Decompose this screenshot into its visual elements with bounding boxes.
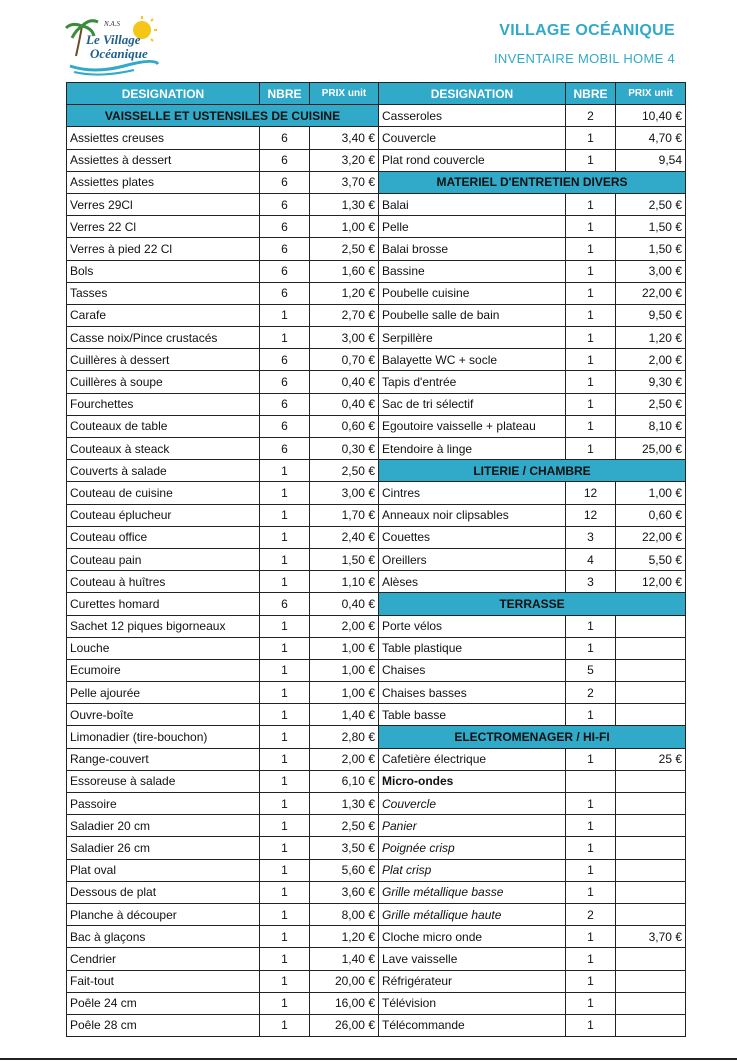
item-unit-price: 1,60 €	[310, 260, 379, 282]
item-unit-price: 1,40 €	[310, 704, 379, 726]
item-designation: Chaises basses	[379, 682, 566, 704]
item-designation: Couteaux à steack	[67, 438, 260, 460]
item-designation: Casse noix/Pince crustacés	[67, 327, 260, 349]
item-unit-price: 3,70 €	[616, 926, 686, 948]
item-designation: Balai brosse	[379, 238, 566, 260]
item-designation: Range-couvert	[67, 748, 260, 770]
item-unit-price: 1,00 €	[310, 659, 379, 681]
item-quantity: 1	[566, 349, 616, 371]
item-designation: Fourchettes	[67, 393, 260, 415]
item-designation: Cuillères à dessert	[67, 349, 260, 371]
item-quantity: 6	[260, 149, 310, 171]
table-row	[67, 815, 686, 837]
item-designation: Télécommande	[379, 1014, 566, 1036]
item-designation: Poignée crisp	[379, 837, 566, 859]
item-designation: Essoreuse à salade	[67, 770, 260, 792]
item-unit-price	[616, 881, 686, 903]
table-row	[67, 548, 686, 570]
item-designation: Couvercle	[379, 793, 566, 815]
item-designation: Fait-tout	[67, 970, 260, 992]
item-designation: Grille métallique basse	[379, 881, 566, 903]
table-row	[67, 216, 686, 238]
table-row	[67, 438, 686, 460]
item-designation: Poêle 28 cm	[67, 1014, 260, 1036]
item-designation: Poêle 24 cm	[67, 992, 260, 1014]
item-designation: Balai	[379, 193, 566, 215]
item-quantity: 1	[566, 1014, 616, 1036]
table-header-row	[67, 83, 686, 105]
item-designation: Bac à glaçons	[67, 926, 260, 948]
item-quantity: 1	[566, 238, 616, 260]
item-quantity: 1	[260, 327, 310, 349]
item-quantity: 1	[260, 815, 310, 837]
table-row	[67, 105, 686, 127]
item-quantity: 1	[260, 304, 310, 326]
item-designation: Cuillères à soupe	[67, 371, 260, 393]
item-quantity: 1	[566, 637, 616, 659]
item-unit-price: 26,00 €	[310, 1014, 379, 1036]
item-unit-price: 8,10 €	[616, 415, 686, 437]
table-row	[67, 171, 686, 193]
item-unit-price: 2,50 €	[310, 238, 379, 260]
item-unit-price: 1,00 €	[310, 637, 379, 659]
item-quantity	[566, 770, 616, 792]
table-row	[67, 593, 686, 615]
item-designation: Réfrigérateur	[379, 970, 566, 992]
section-header: TERRASSE	[379, 593, 686, 615]
table-row	[67, 659, 686, 681]
item-unit-price	[616, 948, 686, 970]
item-unit-price	[616, 704, 686, 726]
item-designation: Anneaux noir clipsables	[379, 504, 566, 526]
item-unit-price: 0,60 €	[616, 504, 686, 526]
item-unit-price: 3,70 €	[310, 171, 379, 193]
item-quantity: 1	[260, 615, 310, 637]
item-quantity: 1	[260, 859, 310, 881]
item-quantity: 1	[566, 793, 616, 815]
item-designation: Couvercle	[379, 127, 566, 149]
table-row	[67, 349, 686, 371]
item-unit-price: 1,40 €	[310, 948, 379, 970]
item-unit-price: 0,40 €	[310, 393, 379, 415]
item-unit-price: 1,00 €	[310, 682, 379, 704]
item-quantity: 1	[260, 659, 310, 681]
item-quantity: 1	[566, 970, 616, 992]
table-row	[67, 926, 686, 948]
item-quantity: 1	[566, 260, 616, 282]
item-unit-price	[616, 992, 686, 1014]
item-unit-price	[616, 815, 686, 837]
item-unit-price: 2,00 €	[616, 349, 686, 371]
item-designation: Télévision	[379, 992, 566, 1014]
item-unit-price: 1,70 €	[310, 504, 379, 526]
item-designation: Pelle	[379, 216, 566, 238]
item-unit-price: 1,50 €	[616, 238, 686, 260]
item-quantity: 1	[260, 637, 310, 659]
item-designation: Poubelle cuisine	[379, 282, 566, 304]
item-unit-price: 0,30 €	[310, 438, 379, 460]
item-unit-price: 1,30 €	[310, 193, 379, 215]
item-unit-price: 25 €	[616, 748, 686, 770]
item-designation: Oreillers	[379, 548, 566, 570]
page-subtitle: INVENTAIRE MOBIL HOME 4	[494, 51, 675, 66]
item-designation: Panier	[379, 815, 566, 837]
table-row	[67, 837, 686, 859]
item-designation: Planche à découper	[67, 903, 260, 925]
item-quantity: 1	[566, 992, 616, 1014]
item-unit-price: 2,40 €	[310, 526, 379, 548]
item-designation: Chaises	[379, 659, 566, 681]
item-quantity: 6	[260, 415, 310, 437]
table-row	[67, 327, 686, 349]
item-unit-price: 0,60 €	[310, 415, 379, 437]
item-unit-price: 1,50 €	[616, 216, 686, 238]
inventory-table	[66, 82, 686, 1037]
item-quantity: 6	[260, 260, 310, 282]
item-quantity: 1	[260, 726, 310, 748]
item-unit-price: 2,70 €	[310, 304, 379, 326]
item-quantity: 1	[566, 193, 616, 215]
item-quantity: 1	[566, 371, 616, 393]
item-designation: Carafe	[67, 304, 260, 326]
item-quantity: 12	[566, 482, 616, 504]
item-quantity: 6	[260, 282, 310, 304]
item-unit-price	[616, 970, 686, 992]
table-row	[67, 770, 686, 792]
table-row	[67, 615, 686, 637]
item-designation: Couteau pain	[67, 548, 260, 570]
table-row	[67, 704, 686, 726]
item-quantity: 1	[260, 881, 310, 903]
table-row	[67, 881, 686, 903]
item-quantity: 6	[260, 127, 310, 149]
item-designation: Saladier 20 cm	[67, 815, 260, 837]
item-designation: Bassine	[379, 260, 566, 282]
item-designation: Plat rond couvercle	[379, 149, 566, 171]
item-designation: Lave vaisselle	[379, 948, 566, 970]
svg-text:Le Village: Le Village	[86, 32, 141, 47]
item-unit-price: 3,60 €	[310, 881, 379, 903]
item-unit-price: 1,10 €	[310, 571, 379, 593]
item-quantity: 1	[566, 704, 616, 726]
column-header-nbre: NBRE	[566, 83, 616, 105]
item-quantity: 6	[260, 393, 310, 415]
item-designation: Louche	[67, 637, 260, 659]
item-quantity: 1	[566, 216, 616, 238]
item-designation: Alèses	[379, 571, 566, 593]
item-unit-price	[616, 837, 686, 859]
item-unit-price: 4,70 €	[616, 127, 686, 149]
item-quantity: 1	[260, 748, 310, 770]
item-unit-price: 3,00 €	[310, 327, 379, 349]
item-quantity: 1	[260, 526, 310, 548]
item-quantity: 6	[260, 216, 310, 238]
item-designation: Plat crisp	[379, 859, 566, 881]
item-designation: Cintres	[379, 482, 566, 504]
item-quantity: 1	[260, 948, 310, 970]
item-quantity: 1	[260, 793, 310, 815]
column-header-designation: DESIGNATION	[379, 83, 566, 105]
item-quantity: 1	[566, 415, 616, 437]
item-designation: Cloche micro onde	[379, 926, 566, 948]
item-unit-price: 2,50 €	[310, 460, 379, 482]
item-designation: Dessous de plat	[67, 881, 260, 903]
table-row	[67, 571, 686, 593]
item-quantity: 1	[566, 926, 616, 948]
item-quantity: 1	[260, 770, 310, 792]
table-row	[67, 948, 686, 970]
item-designation: Passoire	[67, 793, 260, 815]
column-header-prix: PRIX unit	[310, 83, 379, 105]
item-unit-price	[616, 903, 686, 925]
item-designation: Couverts à salade	[67, 460, 260, 482]
item-unit-price: 1,00 €	[616, 482, 686, 504]
item-unit-price	[616, 682, 686, 704]
item-quantity: 1	[260, 571, 310, 593]
table-row	[67, 260, 686, 282]
item-quantity: 1	[566, 748, 616, 770]
item-designation: Bols	[67, 260, 260, 282]
item-designation: Verres 22 Cl	[67, 216, 260, 238]
table-row	[67, 970, 686, 992]
item-quantity: 6	[260, 593, 310, 615]
item-designation: Assiettes plates	[67, 171, 260, 193]
item-unit-price: 22,00 €	[616, 282, 686, 304]
item-quantity: 3	[566, 571, 616, 593]
table-row	[67, 238, 686, 260]
item-designation: Ecumoire	[67, 659, 260, 681]
item-unit-price: 2,00 €	[310, 748, 379, 770]
item-designation: Table basse	[379, 704, 566, 726]
section-header: LITERIE / CHAMBRE	[379, 460, 686, 482]
item-designation: Verres 29Cl	[67, 193, 260, 215]
item-unit-price: 3,00 €	[310, 482, 379, 504]
item-quantity: 6	[260, 238, 310, 260]
item-unit-price: 8,00 €	[310, 903, 379, 925]
item-designation: Couteau office	[67, 526, 260, 548]
item-unit-price: 12,00 €	[616, 571, 686, 593]
item-designation: Ouvre-boîte	[67, 704, 260, 726]
table-row	[67, 1014, 686, 1036]
item-designation: Table plastique	[379, 637, 566, 659]
item-unit-price: 2,80 €	[310, 726, 379, 748]
item-quantity: 6	[260, 371, 310, 393]
item-unit-price: 2,00 €	[310, 615, 379, 637]
item-unit-price: 0,70 €	[310, 349, 379, 371]
column-header-designation: DESIGNATION	[67, 83, 260, 105]
table-row	[67, 726, 686, 748]
item-designation: Poubelle salle de bain	[379, 304, 566, 326]
table-row	[67, 149, 686, 171]
item-unit-price: 2,50 €	[310, 815, 379, 837]
column-header-nbre: NBRE	[260, 83, 310, 105]
table-row	[67, 637, 686, 659]
item-designation: Limonadier (tire-bouchon)	[67, 726, 260, 748]
table-row	[67, 903, 686, 925]
item-quantity: 1	[566, 615, 616, 637]
item-quantity: 1	[566, 393, 616, 415]
item-unit-price: 3,00 €	[616, 260, 686, 282]
item-quantity: 6	[260, 171, 310, 193]
item-designation: Assiettes creuses	[67, 127, 260, 149]
item-unit-price: 3,40 €	[310, 127, 379, 149]
item-quantity: 1	[260, 903, 310, 925]
item-unit-price: 2,50 €	[616, 193, 686, 215]
table-row	[67, 393, 686, 415]
table-row	[67, 526, 686, 548]
item-quantity: 1	[260, 482, 310, 504]
item-quantity: 1	[260, 992, 310, 1014]
item-designation: Porte vélos	[379, 615, 566, 637]
item-unit-price	[616, 637, 686, 659]
item-quantity: 1	[566, 127, 616, 149]
item-unit-price: 5,50 €	[616, 548, 686, 570]
item-designation: Couteau à huîtres	[67, 571, 260, 593]
item-quantity: 6	[260, 349, 310, 371]
item-designation: Couteau de cuisine	[67, 482, 260, 504]
item-unit-price: 5,60 €	[310, 859, 379, 881]
item-unit-price: 3,50 €	[310, 837, 379, 859]
svg-text:Océanique: Océanique	[90, 46, 148, 61]
table-row	[67, 748, 686, 770]
item-quantity: 1	[566, 304, 616, 326]
item-designation: Verres à pied 22 Cl	[67, 238, 260, 260]
item-designation: Cendrier	[67, 948, 260, 970]
item-quantity: 12	[566, 504, 616, 526]
item-quantity: 1	[566, 149, 616, 171]
item-quantity: 1	[566, 815, 616, 837]
item-quantity: 1	[566, 327, 616, 349]
item-unit-price: 9,50 €	[616, 304, 686, 326]
item-unit-price: 6,10 €	[310, 770, 379, 792]
item-quantity: 2	[566, 105, 616, 127]
item-quantity: 1	[566, 859, 616, 881]
item-unit-price	[616, 770, 686, 792]
item-quantity: 1	[566, 282, 616, 304]
item-designation: Saladier 26 cm	[67, 837, 260, 859]
item-unit-price: 1,50 €	[310, 548, 379, 570]
item-quantity: 1	[260, 460, 310, 482]
item-quantity: 1	[260, 682, 310, 704]
svg-text:N.A.S: N.A.S	[104, 20, 120, 28]
item-designation: Egoutoire vaisselle + plateau	[379, 415, 566, 437]
table-row	[67, 793, 686, 815]
item-quantity: 4	[566, 548, 616, 570]
item-designation: Serpillère	[379, 327, 566, 349]
item-quantity: 1	[260, 1014, 310, 1036]
item-quantity: 1	[260, 970, 310, 992]
item-unit-price: 10,40 €	[616, 105, 686, 127]
item-unit-price: 0,40 €	[310, 593, 379, 615]
item-designation: Sachet 12 piques bigorneaux	[67, 615, 260, 637]
table-row	[67, 193, 686, 215]
table-row	[67, 371, 686, 393]
item-quantity: 1	[260, 704, 310, 726]
item-quantity: 3	[566, 526, 616, 548]
page-bottom-border	[0, 1058, 737, 1060]
column-header-prix: PRIX unit	[616, 83, 686, 105]
item-quantity: 2	[566, 682, 616, 704]
table-row	[67, 460, 686, 482]
table-row	[67, 682, 686, 704]
item-unit-price: 1,00 €	[310, 216, 379, 238]
item-designation: Assiettes à dessert	[67, 149, 260, 171]
item-unit-price: 9,54	[616, 149, 686, 171]
table-row	[67, 482, 686, 504]
item-unit-price: 2,50 €	[616, 393, 686, 415]
item-designation: Pelle ajourée	[67, 682, 260, 704]
item-quantity: 1	[566, 438, 616, 460]
section-header: ELECTROMENAGER / HI-FI	[379, 726, 686, 748]
section-header: MATERIEL D'ENTRETIEN DIVERS	[379, 171, 686, 193]
item-unit-price	[616, 615, 686, 637]
table-row	[67, 504, 686, 526]
section-header: VAISSELLE ET USTENSILES DE CUISINE	[67, 105, 379, 127]
item-unit-price: 1,20 €	[616, 327, 686, 349]
item-designation: Balayette WC + socle	[379, 349, 566, 371]
item-unit-price: 22,00 €	[616, 526, 686, 548]
item-unit-price: 0,40 €	[310, 371, 379, 393]
item-designation: Couteaux de table	[67, 415, 260, 437]
item-quantity: 6	[260, 193, 310, 215]
item-quantity: 6	[260, 438, 310, 460]
item-quantity: 1	[566, 948, 616, 970]
item-designation: Etendoire à linge	[379, 438, 566, 460]
table-row	[67, 127, 686, 149]
page-title: VILLAGE OCÉANIQUE	[499, 22, 675, 39]
item-unit-price: 1,20 €	[310, 282, 379, 304]
table-row	[67, 992, 686, 1014]
item-quantity: 1	[566, 881, 616, 903]
item-quantity: 5	[566, 659, 616, 681]
table-row	[67, 304, 686, 326]
item-unit-price	[616, 1014, 686, 1036]
item-quantity: 1	[260, 504, 310, 526]
village-oceanique-logo	[64, 16, 160, 78]
table-row	[67, 415, 686, 437]
item-designation: Curettes homard	[67, 593, 260, 615]
item-unit-price: 20,00 €	[310, 970, 379, 992]
item-designation: Micro-ondes	[379, 770, 566, 792]
item-quantity: 1	[260, 548, 310, 570]
item-unit-price: 1,20 €	[310, 926, 379, 948]
item-unit-price	[616, 859, 686, 881]
item-designation: Couettes	[379, 526, 566, 548]
item-unit-price: 16,00 €	[310, 992, 379, 1014]
item-quantity: 1	[260, 837, 310, 859]
item-designation: Cafetière électrique	[379, 748, 566, 770]
item-quantity: 2	[566, 903, 616, 925]
item-unit-price	[616, 659, 686, 681]
item-designation: Sac de tri sélectif	[379, 393, 566, 415]
item-designation: Tapis d'entrée	[379, 371, 566, 393]
item-unit-price: 9,30 €	[616, 371, 686, 393]
item-designation: Casseroles	[379, 105, 566, 127]
item-designation: Plat oval	[67, 859, 260, 881]
item-unit-price	[616, 793, 686, 815]
item-designation: Tasses	[67, 282, 260, 304]
item-designation: Grille métallique haute	[379, 903, 566, 925]
table-row	[67, 282, 686, 304]
item-unit-price: 25,00 €	[616, 438, 686, 460]
item-quantity: 1	[566, 837, 616, 859]
item-quantity: 1	[260, 926, 310, 948]
item-unit-price: 1,30 €	[310, 793, 379, 815]
item-designation: Couteau éplucheur	[67, 504, 260, 526]
item-unit-price: 3,20 €	[310, 149, 379, 171]
table-row	[67, 859, 686, 881]
